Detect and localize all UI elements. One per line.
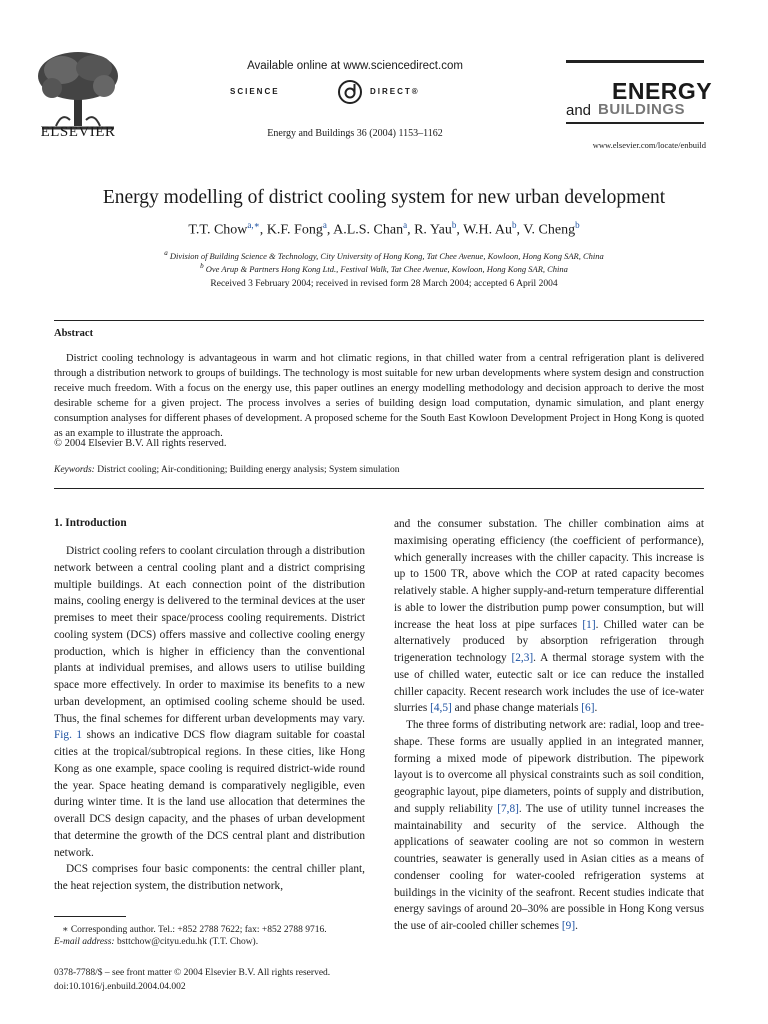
author-affiliation-marker[interactable]: a xyxy=(403,220,408,230)
affiliation-a-marker: a xyxy=(164,249,168,257)
issn-line: 0378-7788/$ – see front matter © 2004 Elsevier B.V. All rights reserved. xyxy=(54,968,331,978)
author-affiliation-marker[interactable]: b xyxy=(511,220,517,230)
sciencedirect-logo xyxy=(230,78,500,108)
affiliation-a-text: Division of Building Science & Technology, City University of Hong Kong, Tat Chee Avenue, Kowloon, Hong Kong SAR, China xyxy=(169,250,604,261)
abstract-rule-top xyxy=(54,320,704,321)
body-paragraph xyxy=(54,543,365,861)
footnote-corresponding-author: ∗ Corresponding author. Tel.: +852 2788 7622; fax: +852 2788 9716. xyxy=(62,925,327,935)
author-name: V. Cheng xyxy=(523,222,576,238)
citation-link[interactable]: [4,5] xyxy=(430,702,452,715)
journal-url: www.elsevier.com/locate/enbuild xyxy=(592,140,706,150)
citation-link[interactable]: [7,8] xyxy=(497,802,519,815)
paragraph-text: District cooling refers to coolant circulation through a distribution network between a central cooling plant and a district comprising multiple buildings. At each connection point of the distribution mains, cooling energy is delivered to the terminal devices at the user premises to meet their space/process cooling requirements. District cooling system (DCS) offers massive and collective cooling energy production, which is higher in efficiency than the conventional plants at individual premises, and allows users to utilise building space more effectively. In order to maximise its benefits to a new urban development, an optimised cooling scheme should be used. Thus, the final schemes for different urban developments may vary. xyxy=(54,545,365,725)
email-label: E-mail address: xyxy=(54,937,115,947)
paragraph-text: . The use of utility tunnel increases the maintainability and security of the service. Although the applications of seawater cooling are not so common in western countries, seawater is generally used in Asian cities as a means of condenser cooling for water-cooled refrigeration systems at buildings in the vicinity of the seafront. Recent studies indicate that energy savings of around 20–30% are possible in Hong Kong versus the use of air-cooled chiller schemes xyxy=(394,802,704,932)
paragraph-text: and the consumer substation. The chiller combination aims at maximising operating efficiency (the coefficient of performance), which generally increases with the chiller capacity. This increase is up to 1500 TR, above which the COP at rated capacity becomes relatively stable. A higher supply-and-return temperature differential is able to lower the distribution pump power consumption, but will increase the heat loss at pipe surfaces xyxy=(394,518,704,631)
abstract-copyright: © 2004 Elsevier B.V. All rights reserved. xyxy=(54,438,227,449)
paragraph-text: The three forms of distributing network are: radial, loop and tree-shape. These forms are usually applied in an integrated manner, forming a mixed mode of pipework distribution. The pipework layout is to overcome all physical constraints such as soil condition, geographic layout, pipe diameters, points of supply and distribution, and supply reliability xyxy=(394,719,704,815)
author-name: A.L.S. Chan xyxy=(333,222,404,238)
affiliation-b-text: Ove Arup & Partners Hong Kong Ltd., Festival Walk, Tat Chee Avenue, Kowloon, Hong Kong SAR, China xyxy=(205,263,568,274)
paragraph-text: . Chilled water can be alternatively produced by absorption refrigeration through trigeneration technology xyxy=(394,618,705,664)
sd-logo-right: DIRECT® xyxy=(370,87,420,96)
journal-citation: Energy and Buildings 36 (2004) 1153–1162 xyxy=(267,128,443,139)
body-column-left xyxy=(54,517,365,895)
author-list: T.T. Chow$^{a,∗}$, K.F. Fong$^a$, A.L.S. Chan$^a$, R. Yau$^b$, W.H. Au$^b$, V. Cheng$^b$ xyxy=(188,220,580,238)
received-dates: Received 3 February 2004; received in revised form 28 March 2004; accepted 6 April 2004 xyxy=(210,279,558,289)
section-heading-introduction: 1. Introduction xyxy=(54,517,127,529)
citation-link[interactable]: [9] xyxy=(561,920,576,932)
abstract-rule-bottom xyxy=(54,488,704,489)
journal-logo-energy: ENERGY xyxy=(612,78,713,104)
paragraph-text: DCS comprises four basic components: the central chiller plant, the heat rejection system, the distribution network, xyxy=(54,863,365,892)
email-address[interactable]: bsttchow@cityu.edu.hk (T.T. Chow). xyxy=(116,937,259,947)
footnote-rule xyxy=(54,916,126,917)
author-name: W.H. Au xyxy=(463,222,512,238)
body-paragraph xyxy=(54,861,365,895)
publisher-name: ELSEVIER xyxy=(40,124,116,140)
journal-logo-and: and xyxy=(566,102,592,119)
footnote-email xyxy=(54,937,374,947)
author-affiliation-marker[interactable]: a,∗ xyxy=(247,220,260,230)
citation-link[interactable]: [1] xyxy=(582,618,596,631)
journal-logo-bar-bottom xyxy=(566,122,704,124)
author-affiliation-marker[interactable]: b xyxy=(451,220,457,230)
paragraph-text: . A thermal storage system with the use of chilled water, eutectic salt or ice can reduce the installed chiller capacity. Recent research work includes the use of ice-water slurries xyxy=(394,652,705,715)
journal-logo-buildings: BUILDINGS xyxy=(598,101,685,118)
citation-link[interactable]: [6] xyxy=(581,702,595,715)
author-name: K.F. Fong xyxy=(266,222,323,238)
body-paragraph xyxy=(394,717,704,935)
body-column-right xyxy=(394,516,704,935)
author-name: T.T. Chow xyxy=(188,222,248,238)
sciencedirect-at-icon xyxy=(336,78,364,106)
paragraph-text: and phase change materials xyxy=(451,702,582,715)
article-title: Energy modelling of district cooling system for new urban development xyxy=(102,187,666,208)
doi-line[interactable]: doi:10.1016/j.enbuild.2004.04.002 xyxy=(54,982,186,992)
sd-logo-left: SCIENCE xyxy=(230,87,280,96)
citation-link[interactable]: Fig. 1 xyxy=(54,729,83,742)
author-affiliation-marker[interactable]: a xyxy=(322,220,327,230)
paragraph-text: . xyxy=(575,920,578,932)
keywords-line xyxy=(54,465,704,475)
body-paragraph xyxy=(394,516,704,717)
abstract-text: District cooling technology is advantageous in warm and hot climatic regions, in that chilled water from a central refrigeration plant is delivered through a distribution network to groups of buildings. The technology is most suitable for new urban developments where system design and construction receive much freedom. With a focus on the energy use, this paper outlines an energy modelling methodology and decision approach to derive the most desirable scheme for a given project. The process involves a series of building design load computation, dynamic simulation, and plant energy consumption analyses for different phases of development. A proposed scheme for the South East Kowloon Development Project in Hong Kong is quoted as an example to illustrate the approach. xyxy=(54,353,704,439)
available-online-text: Available online at www.sciencedirect.com xyxy=(247,60,463,72)
keywords-text: District cooling; Air-conditioning; Building energy analysis; System simulation xyxy=(97,465,400,475)
abstract-heading: Abstract xyxy=(54,328,94,339)
affiliation-a xyxy=(0,249,768,261)
author-name: R. Yau xyxy=(414,222,452,238)
paragraph-text: shows an indicative DCS flow diagram suitable for coastal cities at the tropical/subtropical regions. In these cities, like Hong Kong as one example, space cooling is required district-wide round the year. Space heating demand is comparatively negligible, even during winter time. It is the land use allocation that determines the overall DCS design capacity, and the phases of urban development that determine the growth of the DCS central plant and distribution network. xyxy=(54,729,365,859)
citation-link[interactable]: [2,3] xyxy=(511,652,534,664)
affiliation-b xyxy=(0,262,768,274)
keywords-label: Keywords: xyxy=(54,465,95,475)
paragraph-text: . xyxy=(594,702,598,715)
author-affiliation-marker[interactable]: b xyxy=(575,220,580,230)
journal-logo-bar-top xyxy=(566,60,704,63)
right-paragraphs xyxy=(394,516,704,935)
left-paragraphs xyxy=(54,543,365,895)
affiliation-b-marker: b xyxy=(200,262,204,270)
